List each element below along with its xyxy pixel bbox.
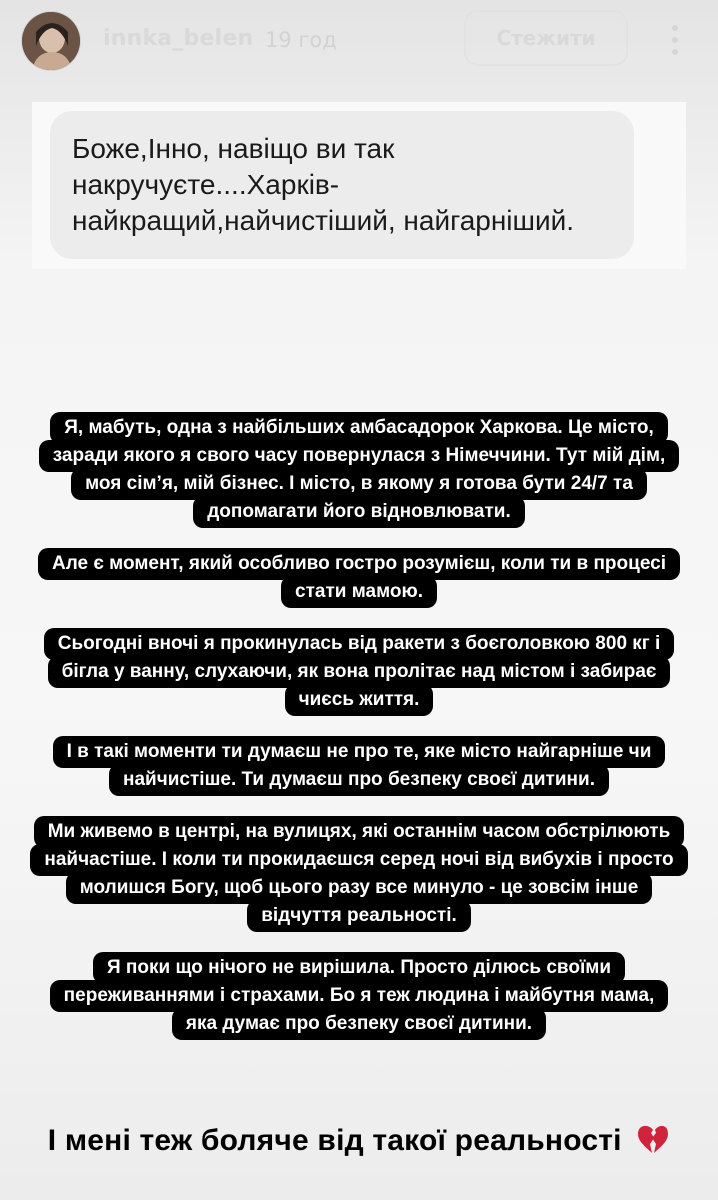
comment-text [72, 131, 632, 239]
story-line: переживаннями і страхами. Бо я теж людина і майбутня мама, [50, 980, 669, 1012]
story-line: допомагати його відновлювати. [193, 496, 525, 528]
story-line: відчуття реальності. [247, 900, 471, 932]
comment-line: накручуєте....Харків- [72, 169, 340, 200]
footer-caption [0, 1124, 718, 1162]
story-paragraph [38, 550, 680, 606]
story-header [0, 0, 718, 80]
username[interactable]: innka_belen [103, 26, 254, 51]
timestamp: 19 год [265, 28, 337, 52]
more-options-icon[interactable] [660, 18, 690, 62]
comment-line: найкращий,найчистіший, найгарніший. [72, 205, 575, 236]
story-paragraph [50, 954, 669, 1038]
story-paragraph [39, 414, 680, 526]
story-line: Я, мабуть, одна з найбільших амбасадорок Харкова. Це місто, [50, 412, 668, 444]
story-line: найчистіше. Ти думаєш про безпеку своєї дитини. [109, 764, 609, 796]
story-line: Ми живемо в центрі, на вулицях, які останнім часом обстрілюють [34, 816, 685, 848]
comment-card [32, 102, 686, 269]
dot [672, 37, 678, 43]
footer-text: І мені теж боляче від такої реальності [47, 1124, 622, 1157]
comment-line: Боже,Інно, навіщо ви так [72, 133, 395, 164]
dot [672, 49, 678, 55]
story-text-blocks [0, 414, 718, 1062]
story-line: Сьогодні вночі я прокинулась від ракети з боєголовкою 800 кг і [44, 628, 675, 660]
story-paragraph [30, 818, 687, 930]
story-line: молишся Богу, щоб цього разу все минуло - це зовсім інше [66, 872, 653, 904]
story-line: яка думає про безпеку своєї дитини. [172, 1008, 546, 1040]
story-line: бігла у ванну, слухаючи, як вона пролітає над містом і забирає [48, 656, 671, 688]
broken-heart-icon [636, 1124, 670, 1162]
follow-button[interactable]: Стежити [464, 10, 628, 66]
story-line: Але є момент, який особливо гостро розумієш, коли ти в процесі [38, 548, 680, 580]
avatar[interactable] [22, 12, 80, 70]
story-line: І в такі моменти ти думаєш не про те, яке місто найгарніше чи [53, 736, 666, 768]
story-paragraph [44, 630, 675, 714]
story-line: заради якого я свого часу повернулася з Німеччини. Тут мій дім, [39, 440, 680, 472]
story-paragraph [53, 738, 666, 794]
story-line: найчастіше. І коли ти прокидаєшся серед ночі від вибухів і просто [30, 844, 687, 876]
story-line: чиєсь життя. [285, 684, 434, 716]
story-line: моя сім’я, мій бізнес. І місто, в якому я готова бути 24/7 та [71, 468, 647, 500]
story-line: Я поки що нічого не вирішила. Просто ділюсь своїми [93, 952, 625, 984]
dot [672, 25, 678, 31]
story-line: стати мамою. [281, 576, 437, 608]
comment-bubble [50, 111, 634, 259]
